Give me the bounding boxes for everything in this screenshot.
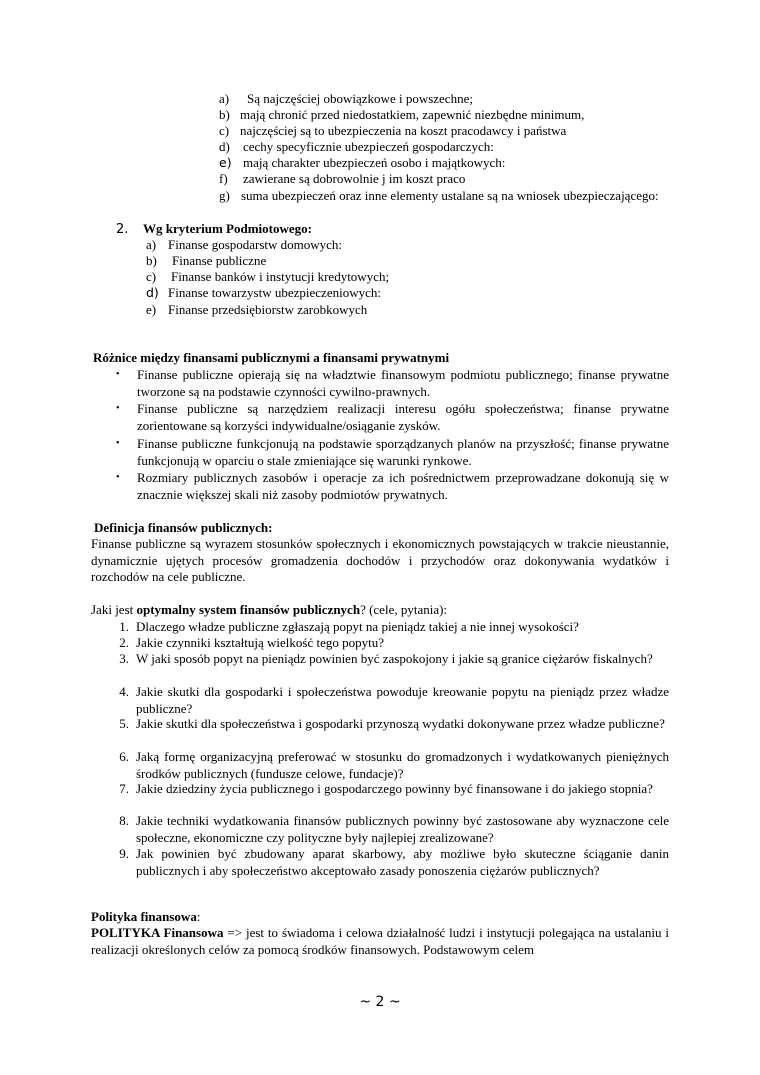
bullet-icon: • xyxy=(116,438,120,449)
list-item xyxy=(105,651,669,668)
list-item xyxy=(105,716,669,733)
list-item xyxy=(219,171,465,188)
list-marker: b) xyxy=(219,107,230,122)
list-item xyxy=(146,302,367,319)
list-number: 3. xyxy=(119,651,129,666)
section-heading xyxy=(91,909,200,926)
section-heading: Definicja finansów publicznych: xyxy=(94,520,273,535)
list-text: Jakie czynniki kształtują wielkość tego popytu? xyxy=(136,635,385,650)
list-text: Finanse towarzystw ubezpieczeniowych: xyxy=(168,285,381,300)
list-text: mają chronić przed niedostatkiem, zapewnić niezbędne minimum, xyxy=(240,107,585,122)
intro-bold: optymalny system finansów publicznych xyxy=(136,602,361,617)
list-number: 6. xyxy=(119,749,129,764)
list-marker: c) xyxy=(219,123,230,138)
list-marker: b) xyxy=(146,253,157,268)
list-number: 1. xyxy=(119,619,129,634)
list-text: najczęściej są to ubezpieczenia na koszt pracodawcy i państwa xyxy=(240,123,567,138)
list-item xyxy=(105,684,669,717)
list-text: Jaką formę organizacyjną preferować w stosunku do gromadzonych i wydatkowanych pieniężnych środków publicznych (fundusze celowe, fundacje)? xyxy=(136,749,669,781)
intro-suffix: ? (cele, pytania): xyxy=(360,602,448,617)
list-number: 8. xyxy=(119,813,129,828)
policy-text: => jest to świadoma i celowa działalność ludzi i instytucji polegająca na ustalaniu i realizacji określonych celów za pomocą środków finansowych. Podstawowym celem xyxy=(91,925,669,957)
list-item xyxy=(146,237,342,254)
section-heading: Różnice między finansami publicznymi a finansami prywatnymi xyxy=(93,350,450,365)
list-item xyxy=(219,91,473,108)
list-item xyxy=(105,781,669,798)
criterion-title: Wg kryterium Podmiotowego: xyxy=(143,221,312,236)
list-marker: a) xyxy=(219,91,230,106)
list-number: 5. xyxy=(119,716,129,731)
list-item xyxy=(146,285,381,302)
list-item: Finanse publiczne funkcjonują na podstawie sporządzanych planów na przyszłość; finanse prywatne funkcjonują w oparciu o stale zmieniające się warunki rynkowe. xyxy=(137,436,669,468)
list-item xyxy=(146,253,266,270)
criterion-number: 2. xyxy=(116,222,129,237)
definition-paragraph: Finanse publiczne są wyrazem stosunków społecznych i ekonomicznych powstających w trakcie nieustannie, dynamicznie ujętych procesów gromadzenia dochodów i przychodów oraz dokonywania wydatków i rozchodów na cele publiczne. xyxy=(91,536,669,584)
list-text: Jakie skutki dla gospodarki i społeczeństwa powoduje kreowanie popytu na pieniądz przez władze publiczne? xyxy=(136,684,669,716)
bullet-icon: • xyxy=(116,369,120,380)
list-item: Rozmiary publicznych zasobów i operacje za ich pośrednictwem przeprowadzane dokonują się w znacznie większej skali niż zasoby podmiotów prywatnych. xyxy=(137,470,669,502)
list-text: Jakie skutki dla społeczeństwa i gospodarki przynoszą wydatki dokonywane przez władze publiczne? xyxy=(136,716,665,731)
list-marker: c) xyxy=(146,269,157,284)
policy-term: POLITYKA Finansowa xyxy=(91,925,224,940)
list-text: Dlaczego władze publiczne zgłaszają popyt na pieniądz takiej a nie innej wysokości? xyxy=(136,619,579,634)
policy-heading: Polityka finansowa xyxy=(91,909,197,924)
list-marker: e) xyxy=(146,302,157,317)
list-text: zawierane są dobrowolnie j im koszt praco xyxy=(243,171,466,186)
list-text: cechy specyficznie ubezpieczeń gospodarczych: xyxy=(243,139,494,154)
criterion-heading xyxy=(116,221,312,239)
list-text: Jak powinien być zbudowany aparat skarbowy, aby możliwe było skuteczne ściąganie danin publicznych i aby społeczeństwo akceptowało zasady ponoszenia ciężarów publicznych? xyxy=(136,846,669,878)
list-item xyxy=(146,269,389,286)
list-item xyxy=(105,749,669,782)
list-item xyxy=(219,188,669,205)
list-item xyxy=(105,619,669,636)
page-number: ~ 2 ~ xyxy=(359,994,401,1010)
list-item xyxy=(219,123,566,140)
list-marker: a) xyxy=(146,237,157,252)
list-number: 9. xyxy=(119,846,129,861)
list-item: Finanse publiczne opierają się na władztwie finansowym podmiotu publicznego; finanse prywatne tworzone są na podstawie czynności cywilno-prawnych. xyxy=(137,367,669,399)
list-text: Są najczęściej obowiązkowe i powszechne; xyxy=(247,91,473,106)
bullet-icon: • xyxy=(116,472,120,483)
list-text: Jakie dziedziny życia publicznego i gospodarczego powinny być finansowane i do jakiego stopnia? xyxy=(136,781,653,796)
bullet-icon: • xyxy=(116,403,120,414)
list-number: 4. xyxy=(119,684,129,699)
intro-prefix: Jaki jest xyxy=(91,602,137,617)
section-intro xyxy=(91,602,447,619)
list-marker: d) xyxy=(219,139,230,154)
list-text: W jaki sposób popyt na pieniądz powinien być zaspokojony i jakie są granice ciężarów fiskalnych? xyxy=(136,651,653,666)
list-text: mają charakter ubezpieczeń osobo i majątkowych: xyxy=(243,155,506,170)
list-item xyxy=(105,846,669,879)
list-text: Finanse gospodarstw domowych: xyxy=(168,237,343,252)
list-number: 7. xyxy=(119,781,129,796)
policy-paragraph xyxy=(91,925,669,958)
list-text: Finanse banków i instytucji kredytowych; xyxy=(171,269,390,284)
list-item xyxy=(219,139,494,156)
list-marker: d) xyxy=(146,285,159,300)
list-item xyxy=(219,155,505,172)
list-item: Finanse publiczne są narzędziem realizacji interesu ogółu społeczeństwa; finanse prywatne zorientowane są korzyści indywidualne/osiąganie zysków. xyxy=(137,401,669,433)
list-text: Finanse publiczne xyxy=(172,253,267,268)
list-marker: e) xyxy=(219,155,232,170)
policy-heading-colon: : xyxy=(196,909,201,924)
list-text: Jakie techniki wydatkowania finansów publicznych powinny być zastosowane aby wyznaczone cele społeczne, ekonomiczne czy polityczne były najlepiej zrealizowane? xyxy=(136,813,669,845)
list-text: suma ubezpieczeń oraz inne elementy ustalane są na wniosek ubezpieczającego: xyxy=(241,188,659,203)
list-item xyxy=(219,107,584,124)
list-item xyxy=(105,813,669,846)
list-marker: f) xyxy=(219,171,228,186)
list-item xyxy=(105,635,669,652)
list-marker: g) xyxy=(219,188,230,203)
list-number: 2. xyxy=(119,635,129,650)
list-text: Finanse przedsiębiorstw zarobkowych xyxy=(168,302,368,317)
